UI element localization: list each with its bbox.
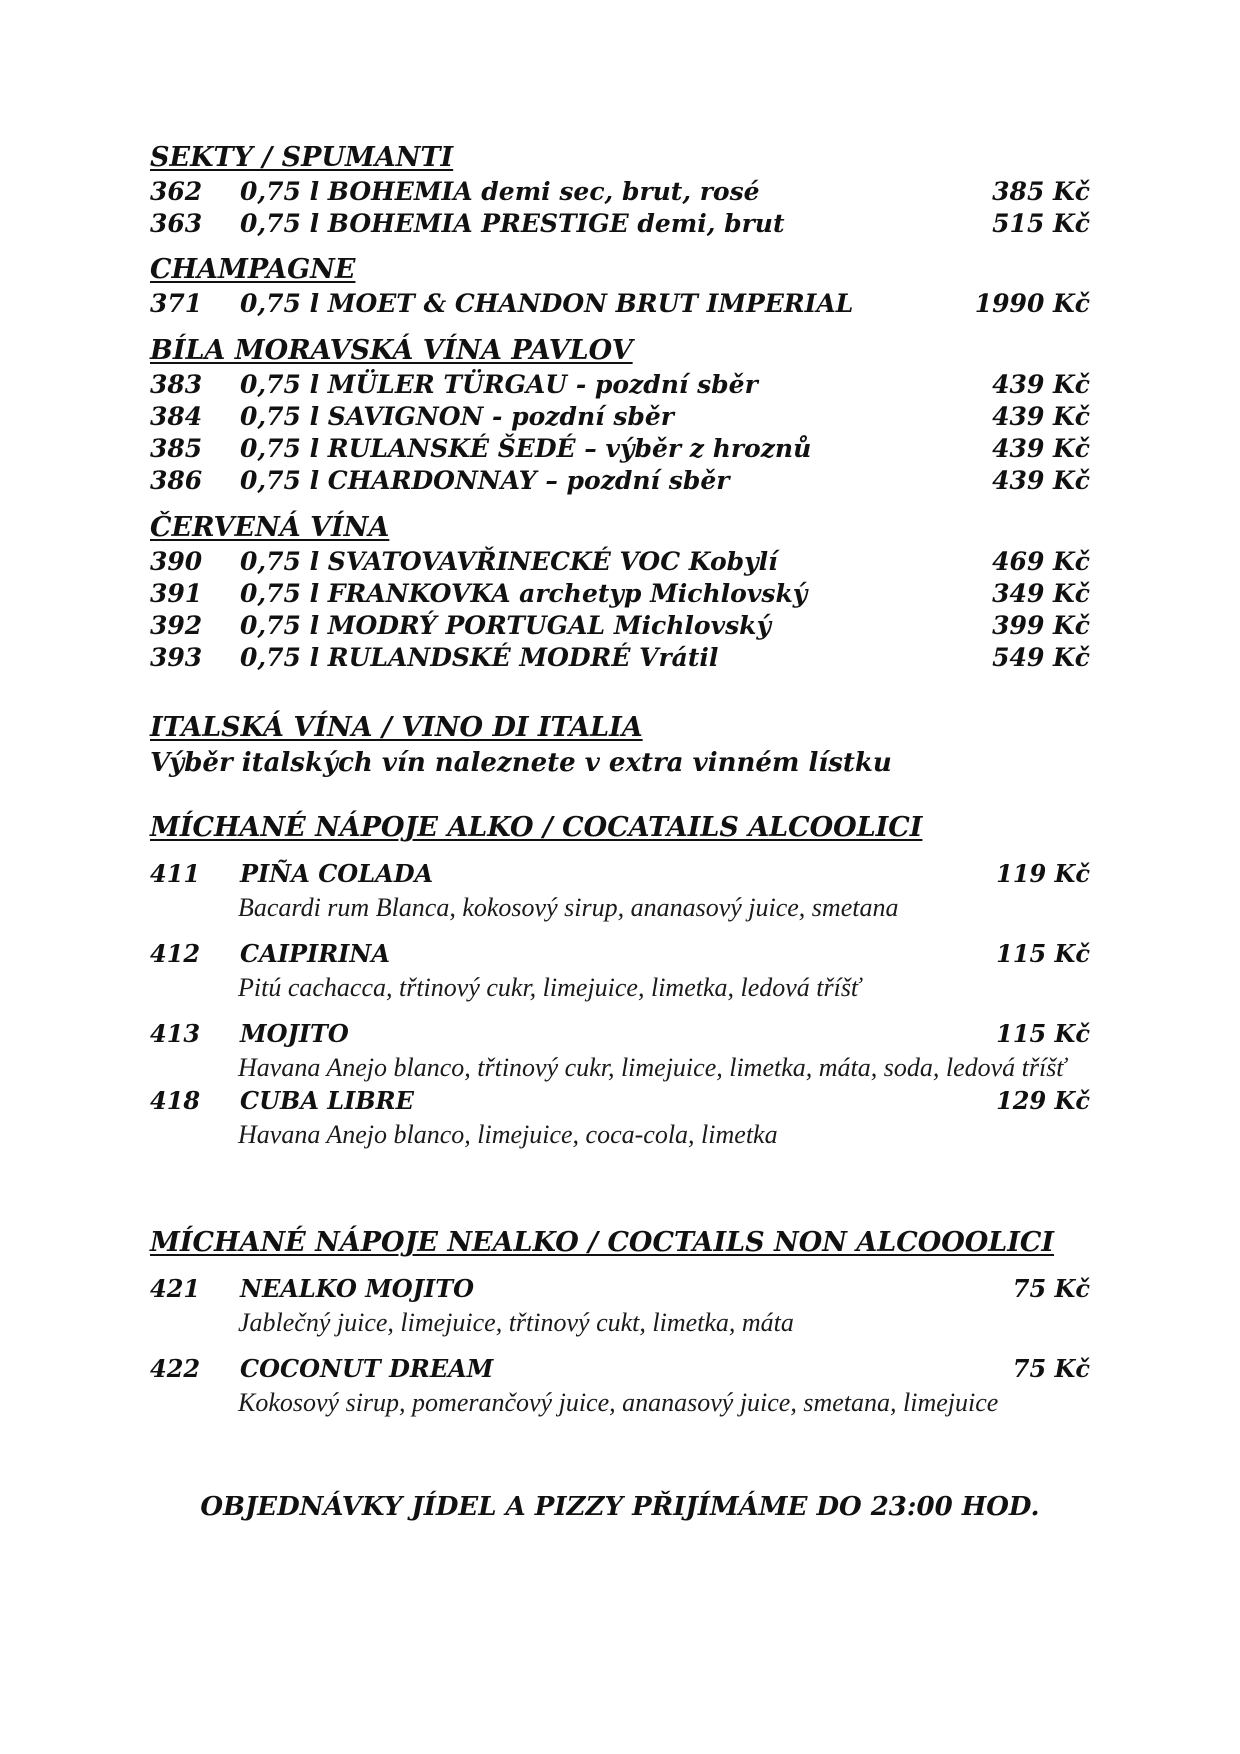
item-price: 119 Kč [996, 859, 1090, 888]
item-code: 413 [150, 1019, 201, 1048]
section-white-wines [150, 333, 1090, 497]
section-italian-wines [150, 710, 1090, 780]
item-price: 439 Kč [992, 402, 1090, 431]
cocktail-row [150, 1017, 1090, 1051]
section-cocktails-alko [150, 810, 1090, 1151]
item-price: 115 Kč [996, 1019, 1090, 1048]
section-heading: CHAMPAGNE [150, 254, 356, 285]
menu-item-363 [150, 208, 1090, 240]
menu-item-386 [150, 465, 1090, 497]
item-name: 0,75 l MODRÝ PORTUGAL Michlovský [240, 611, 772, 640]
item-code: 391 [150, 579, 203, 608]
section-heading: SEKTY / SPUMANTI [150, 142, 454, 173]
cocktail-row [150, 1272, 1090, 1306]
menu-item-371 [150, 288, 1090, 320]
item-name: PIÑA COLADA [240, 859, 434, 888]
item-price: 469 Kč [992, 547, 1090, 576]
item-code: 385 [150, 434, 203, 463]
menu-item-393 [150, 642, 1090, 674]
item-description: Bacardi rum Blanca, kokosový sirup, ananasový juice, smetana [238, 893, 899, 922]
menu-item-390 [150, 546, 1090, 578]
item-price: 129 Kč [996, 1086, 1090, 1115]
item-price: 439 Kč [992, 370, 1090, 399]
item-name: CAIPIRINA [240, 939, 390, 968]
item-price: 349 Kč [992, 579, 1090, 608]
menu-item-384 [150, 401, 1090, 433]
section-heading: ČERVENÁ VÍNA [150, 512, 390, 543]
menu-item-383 [150, 369, 1090, 401]
item-name: 0,75 l FRANKOVKA archetyp Michlovský [240, 579, 808, 608]
section-heading: MÍCHANÉ NÁPOJE ALKO / COCATAILS ALCOOLICI [150, 812, 923, 843]
item-price: 399 Kč [992, 611, 1090, 640]
item-price: 549 Kč [992, 643, 1090, 672]
item-name: COCONUT DREAM [240, 1354, 494, 1383]
cocktail-413 [150, 1017, 1090, 1084]
item-code: 421 [150, 1274, 201, 1303]
item-code: 371 [150, 289, 203, 318]
item-name: NEALKO MOJITO [240, 1274, 475, 1303]
item-code: 411 [150, 859, 201, 888]
item-code: 390 [150, 547, 203, 576]
item-code: 392 [150, 611, 203, 640]
item-price: 385 Kč [992, 177, 1090, 206]
item-price: 439 Kč [992, 466, 1090, 495]
item-code: 363 [150, 209, 203, 238]
menu-item-362 [150, 176, 1090, 208]
cocktail-row [150, 1084, 1090, 1118]
item-name: 0,75 l SAVIGNON - pozdní sběr [240, 402, 674, 431]
section-cocktails-nealko [150, 1225, 1090, 1419]
item-code: 418 [150, 1086, 201, 1115]
item-code: 383 [150, 370, 203, 399]
item-code: 422 [150, 1354, 201, 1383]
item-name: 0,75 l RULANSKÉ ŠEDÉ – výběr z hroznů [240, 434, 812, 463]
item-description: Kokosový sirup, pomerančový juice, ananasový juice, smetana, limejuice [238, 1388, 999, 1417]
menu-item-385 [150, 433, 1090, 465]
section-heading: MÍCHANÉ NÁPOJE NEALKO / COCTAILS NON ALCOOOLICI [150, 1227, 1055, 1258]
item-price: 75 Kč [1012, 1274, 1090, 1303]
item-name: MOJITO [240, 1019, 349, 1048]
cocktail-412 [150, 937, 1090, 1004]
item-price: 439 Kč [992, 434, 1090, 463]
cocktail-411 [150, 857, 1090, 924]
item-description: Jablečný juice, limejuice, třtinový cukt, limetka, máta [238, 1308, 794, 1337]
item-name: 0,75 l SVATOVAVŘINECKÉ VOC Kobylí [240, 547, 778, 576]
cocktail-row [150, 1352, 1090, 1386]
item-code: 362 [150, 177, 203, 206]
menu-item-392 [150, 610, 1090, 642]
item-name: 0,75 l BOHEMIA PRESTIGE demi, brut [240, 209, 785, 238]
item-code: 386 [150, 466, 203, 495]
item-price: 75 Kč [1012, 1354, 1090, 1383]
item-code: 393 [150, 643, 203, 672]
item-code: 412 [150, 939, 201, 968]
italian-note: Výběr italských vín naleznete v extra vinném lístku [150, 748, 892, 778]
order-hours-notice: OBJEDNÁVKY JÍDEL A PIZZY PŘIJÍMÁME DO 23:00 HOD. [200, 1492, 1040, 1522]
item-price: 115 Kč [996, 939, 1090, 968]
item-name: CUBA LIBRE [240, 1086, 414, 1115]
item-price: 515 Kč [992, 209, 1090, 238]
item-name: 0,75 l MOET & CHANDON BRUT IMPERIAL [240, 289, 854, 318]
item-description: Pitú cachacca, třtinový cukr, limejuice, limetka, ledová tříšť [238, 973, 861, 1002]
item-description: Havana Anejo blanco, limejuice, coca-cola, limetka [238, 1120, 778, 1149]
section-sekty [150, 140, 1090, 240]
item-name: 0,75 l BOHEMIA demi sec, brut, rosé [240, 177, 760, 206]
cocktail-421 [150, 1272, 1090, 1339]
section-champagne [150, 252, 1090, 320]
item-name: 0,75 l MÜLER TÜRGAU - pozdní sběr [240, 370, 758, 399]
item-name: 0,75 l CHARDONNAY – pozdní sběr [240, 466, 730, 495]
section-red-wines [150, 510, 1090, 674]
cocktail-418 [150, 1084, 1090, 1151]
item-price: 1990 Kč [974, 289, 1090, 318]
cocktail-row [150, 937, 1090, 971]
item-code: 384 [150, 402, 203, 431]
section-heading: ITALSKÁ VÍNA / VINO DI ITALIA [150, 712, 643, 743]
cocktail-row [150, 857, 1090, 891]
menu-item-391 [150, 578, 1090, 610]
item-description: Havana Anejo blanco, třtinový cukr, limejuice, limetka, máta, soda, ledová tříšť [238, 1053, 1066, 1082]
item-name: 0,75 l RULANDSKÉ MODRÉ Vrátil [240, 643, 719, 672]
section-heading: BÍLA MORAVSKÁ VÍNA PAVLOV [150, 335, 633, 366]
cocktail-422 [150, 1352, 1090, 1419]
